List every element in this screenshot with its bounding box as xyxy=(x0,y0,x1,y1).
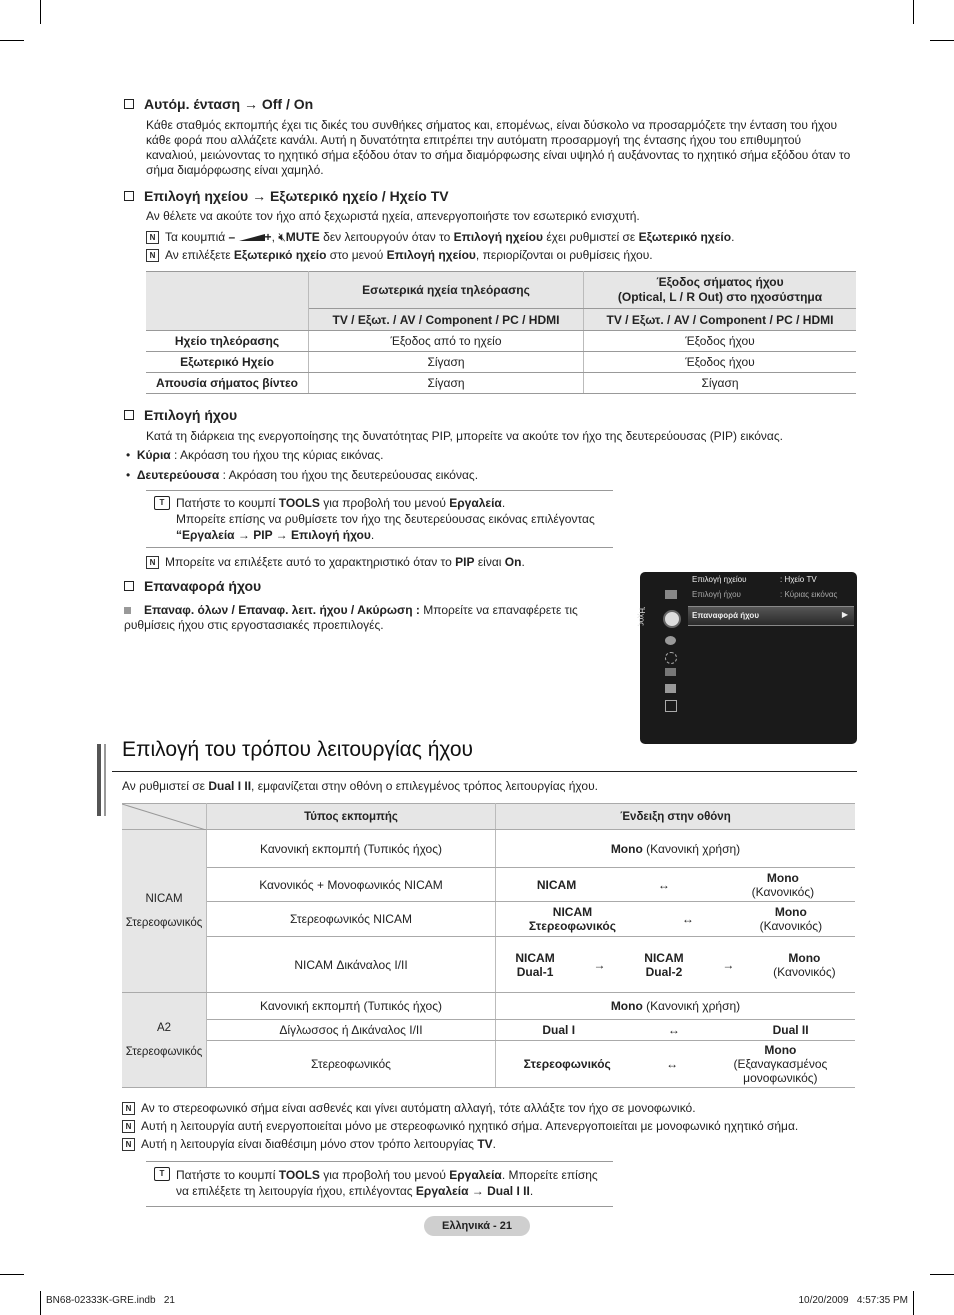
checkbox-bullet-icon xyxy=(124,410,134,420)
input-icon xyxy=(665,668,676,676)
table-row: Εξωτερικό Ηχείο Σίγαση Έξοδος ήχου xyxy=(146,352,856,373)
note-item: N Αυτή η λειτουργία αυτή ενεργοποιείται μόνο με στερεοφωνικό ηχητικό σήμα. Απενεργοποιείται με μονοφωνικό ηχητικό σήμα. xyxy=(122,1119,798,1134)
speaker-select-title: Επιλογή ηχείου → Εξωτερικό ηχείο / Ηχείο TV xyxy=(124,188,449,204)
crop-mark xyxy=(40,1291,41,1315)
table-row: NICAM Στερεοφωνικός Κανονική εκπομπή (Τυπικός ήχος) Mono (Κανονική χρήση) xyxy=(122,830,855,868)
table-row: Απουσία σήματος βίντεο Σίγαση Σίγαση xyxy=(146,373,856,394)
speaker-note-2: N Αν επιλέξετε Εξωτερικό ηχείο στο μενού Επιλογή ηχείου, περιορίζονται οι ρυθμίσεις ήχου. xyxy=(146,248,854,263)
note-item: N Αυτή η λειτουργία είναι διαθέσιμη μόνο στον τρόπο λειτουργίας TV. xyxy=(122,1137,496,1152)
speaker-select-text: Αν θέλετε να ακούτε τον ήχο από ξεχωριστά ηχεία, απενεργοποιήστε τον εσωτερικό ενισχυτή. xyxy=(146,209,640,223)
sound-select-title: Επιλογή ήχου xyxy=(124,407,237,423)
note-item: N Αν το στερεοφωνικό σήμα είναι ασθενές και γίνει αυτόματη αλλαγή, τότε αλλάξτε τον ήχο σε μονοφωνικό. xyxy=(122,1101,696,1116)
heading-rule xyxy=(112,771,857,772)
osd-menu-item-selected[interactable]: Επαναφορά ήχου ▶ xyxy=(688,606,854,626)
table-row: Ηχείο τηλεόρασης Έξοδος από το ηχείο Έξοδος ήχου xyxy=(146,331,856,352)
tools-icon: T xyxy=(154,496,170,510)
sound-reset-text: Επαναφ. όλων / Επαναφ. λειτ. ήχου / Ακύρωση : Μπορείτε να επαναφέρετε τις ρυθμίσεις ήχου στις εργοστασιακές προεπιλογές. xyxy=(124,603,578,632)
note-icon: N xyxy=(146,556,159,569)
picture-icon xyxy=(665,590,677,599)
list-item: • Δευτερεύουσα : Ακρόαση του ήχου της δευτερεύουσας εικόνας. xyxy=(126,468,479,482)
crop-mark xyxy=(40,0,41,24)
osd-menu-item[interactable]: Επιλογή ηχείου : Ηχείο TV xyxy=(692,575,817,584)
crop-mark xyxy=(913,1291,914,1315)
support-icon xyxy=(665,700,677,712)
heading-bar xyxy=(97,744,101,816)
tools-tip-box: T Πατήστε το κουμπί TOOLS για προβολή του μενού Εργαλεία. Μπορείτε επίσης να ρυθμίσετε τον ήχο της δευτερεύουσας εικόνας επιλέγοντας “Εργαλεία → PIP → Επιλογή ήχου. xyxy=(146,490,613,548)
table-row: A2 Στερεοφωνικός Κανονική εκπομπή (Τυπικός ήχος) Mono (Κανονική χρήση) xyxy=(122,993,855,1020)
note-icon: N xyxy=(146,231,159,244)
osd-sidebar xyxy=(660,576,688,736)
table-header: Τύπος εκπομπής xyxy=(207,804,496,830)
footer-date: 10/20/2009 4:57:35 PM xyxy=(798,1295,908,1306)
table-header: Ένδειξη στην οθόνη xyxy=(496,804,856,830)
volume-wedge-icon xyxy=(239,234,265,241)
speaker-table xyxy=(146,271,856,394)
page-title: Επιλογή του τρόπου λειτουργίας ήχου xyxy=(122,738,474,761)
crop-mark xyxy=(913,0,914,24)
heading-bar xyxy=(104,744,106,816)
footer-file: BN68-02333K-GRE.indb 21 xyxy=(46,1295,175,1306)
pip-note: N Μπορείτε να επιλέξετε αυτό το χαρακτηριστικό όταν το PIP είναι On. xyxy=(146,555,525,570)
table-row: Δίγλωσσος ή Δικάναλος I/II Dual I ↔ Dual II xyxy=(122,1020,855,1041)
checkbox-bullet-icon xyxy=(124,99,134,109)
tools-icon: T xyxy=(154,1167,170,1181)
note-icon: N xyxy=(122,1102,135,1115)
note-icon: N xyxy=(146,249,159,262)
table-row: Στερεοφωνικός NICAM NICAM Στερεοφωνικός ↔ Mono (Κανονικός) xyxy=(122,902,855,937)
group-cell: NICAM Στερεοφωνικός xyxy=(122,830,207,993)
setup-icon xyxy=(665,652,677,664)
table-subheader: TV / Εξωτ. / AV / Component / PC / HDMI xyxy=(309,309,584,331)
square-bullet-icon xyxy=(124,607,131,614)
table-row: NICAM Δικάναλος I/II NICAM Dual-1 → NICAM Dual-2 → Mono (Κανονικός) xyxy=(122,937,855,993)
note-icon: N xyxy=(122,1120,135,1133)
crop-mark xyxy=(0,40,24,41)
speaker-note-1: N Τα κουμπιά – +, 🔇︎MUTE δεν λειτουργούν όταν το Επιλογή ηχείου έχει ρυθμιστεί σε Εξωτερικό ηχείο. xyxy=(146,230,854,245)
table-corner xyxy=(122,804,207,830)
note-icon: N xyxy=(122,1138,135,1151)
sound-icon xyxy=(663,610,681,628)
diagonal-line xyxy=(122,804,206,830)
tools-tip-box: T Πατήστε το κουμπί TOOLS για προβολή του μενού Εργαλεία. Μπορείτε επίσης να επιλέξετε τη λειτουργία ήχου, επιλέγοντας Εργαλεία → Dual I II. xyxy=(146,1161,613,1207)
application-icon xyxy=(665,684,676,693)
osd-sound-menu xyxy=(637,572,857,744)
mute-icon: 🔇︎ xyxy=(278,230,286,244)
auto-volume-title: Αυτόμ. ένταση → Off / On xyxy=(124,96,313,112)
crop-mark xyxy=(0,1274,24,1275)
table-header: Έξοδος σήματος ήχου (Optical, L / R Out) στο ηχοσύστημα xyxy=(584,272,857,309)
osd-side-label: Ήχος xyxy=(637,607,646,626)
sound-select-text: Κατά τη διάρκεια της ενεργοποίησης της δυνατότητας PIP, μπορείτε να ακούτε τον ήχο της δευτερεύουσας (PIP) εικόνας. xyxy=(146,429,783,443)
crop-mark xyxy=(930,1274,954,1275)
arrow-right-icon: ▶ xyxy=(841,610,848,619)
osd-menu-item[interactable]: Επιλογή ήχου : Κύριας εικόνας xyxy=(692,590,838,599)
table-row: Κανονικός + Μονοφωνικός NICAM NICAM ↔ Mono (Κανονικός) xyxy=(122,868,855,902)
crop-mark xyxy=(930,40,954,41)
page-number-badge: Ελληνικά - 21 xyxy=(424,1216,530,1236)
sound-reset-title: Επαναφορά ήχου xyxy=(124,578,261,594)
sound-mode-table xyxy=(122,803,855,1088)
group-cell: A2 Στερεοφωνικός xyxy=(122,993,207,1088)
main-intro: Αν ρυθμιστεί σε Dual I II, εμφανίζεται στην οθόνη ο επιλεγμένος τρόπος λειτουργίας ήχου. xyxy=(122,779,598,793)
table-subheader: TV / Εξωτ. / AV / Component / PC / HDMI xyxy=(584,309,857,331)
table-row: Στερεοφωνικός Στερεοφωνικός ↔ Mono (Εξαναγκασμένος μονοφωνικός) xyxy=(122,1041,855,1088)
checkbox-bullet-icon xyxy=(124,191,134,201)
auto-volume-text: Κάθε σταθμός εκπομπής έχει τις δικές του συνθήκες σήματος και, επομένως, είναι δύσκολο να προσαρμόζετε την ένταση του ήχου κάθε φορά που αλλάζετε κανάλι. Αυτή η δυνατότητα επιτρέπει την αυτόματη προσαρμογή της έντασης ήχου του επιθυμητού καναλιού, μειώνοντας το ηχητικό σήμα εξόδου όταν το σήμα διαμόρφωσης είναι υψηλό ή αυξάνοντας το ηχητικό σήμα εξόδου όταν το σήμα διαμόρφωσης είναι χαμηλό. xyxy=(146,118,851,177)
table-corner xyxy=(146,272,309,331)
table-header: Εσωτερικά ηχεία τηλεόρασης xyxy=(309,272,584,309)
checkbox-bullet-icon xyxy=(124,581,134,591)
list-item: • Κύρια : Ακρόαση του ήχου της κύριας εικόνας. xyxy=(126,448,384,462)
channel-icon xyxy=(665,636,676,645)
